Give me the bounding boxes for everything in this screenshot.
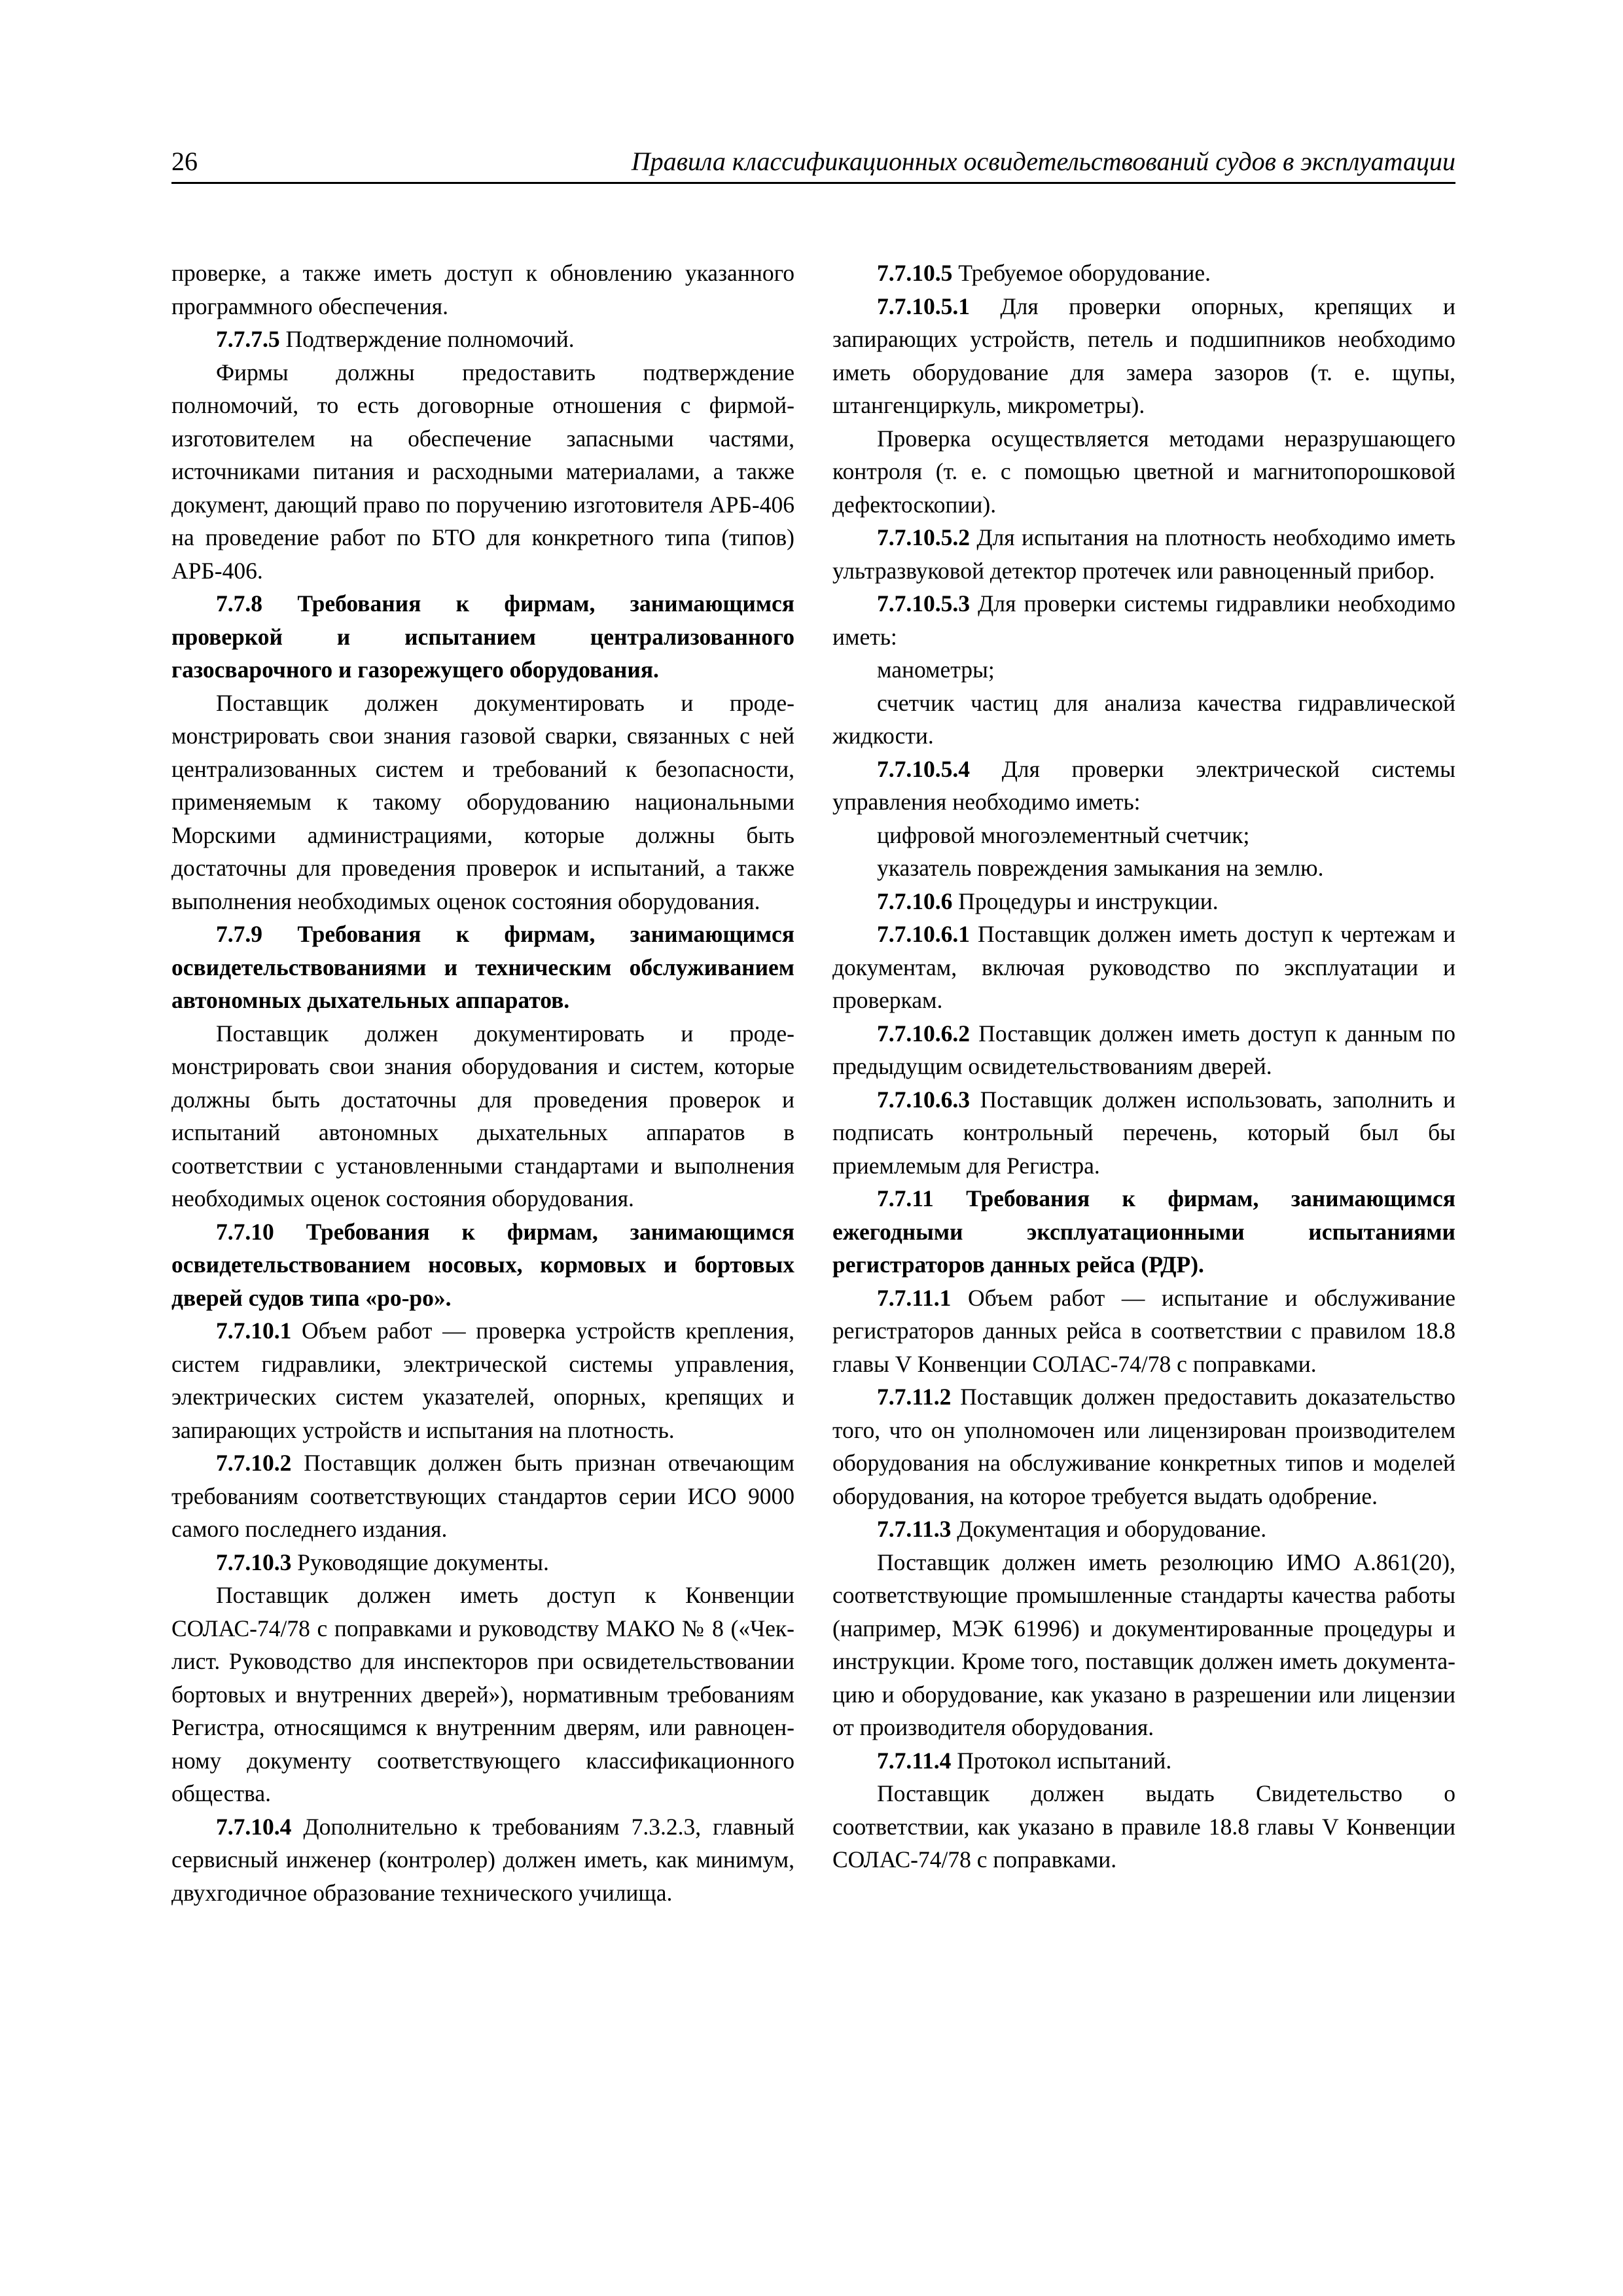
paragraph <box>832 753 1455 819</box>
paragraph <box>832 1744 1455 1778</box>
clause-text: Поставщик должен иметь доступ к данным по предыдущим освидетельствованиям дверей. <box>832 1020 1455 1079</box>
clause-text: Протокол испытаний. <box>951 1747 1172 1774</box>
clause-text: Поставщик должен использовать, заполнить и подписать контрольный перечень, который был бы приемлемым для Регистра. <box>832 1086 1455 1179</box>
clause-text: Объем работ — испытание и обслуживание регистраторов данных рейса в соответствии с правилом 18.8 главы V Конвенции СОЛАС-74/78 с поправками. <box>832 1284 1455 1377</box>
clause-number: 7.7.10.4 <box>216 1813 292 1840</box>
clause-number: 7.7.10.1 <box>216 1318 292 1344</box>
list-item: счетчик частиц для анализа качества гидравлической жидкости. <box>832 689 1455 749</box>
clause-text: Поставщик должен быть признан отвечающим требованиям соответствующих стандартов серии ИСО 9000 самого последнего издания. <box>171 1450 794 1542</box>
clause-text: Требуемое оборудование. <box>952 260 1211 286</box>
paragraph <box>832 587 1455 653</box>
paragraph <box>171 1810 794 1910</box>
clause-text: Для проверки электрической системы управления необходимо иметь: <box>832 755 1455 815</box>
paragraph: Проверка осуществляется методами неразрушающего контроля (т. е. с помощью цветной и магнитопорошковой дефектоскопии). <box>832 425 1455 518</box>
clause-number: 7.7.10.6.2 <box>877 1020 970 1047</box>
paragraph <box>171 1314 794 1446</box>
clause-number: 7.7.10.6 <box>877 888 953 914</box>
running-title: Правила классификационных освидетельствований судов в эксплуатации <box>631 147 1455 176</box>
clause-number: 7.7.11.2 <box>877 1384 952 1410</box>
clause-number: 7.7.11.1 <box>877 1284 952 1311</box>
clause-number: 7.7.10.5.3 <box>877 590 970 617</box>
section-heading: 7.7.9 Требования к фирмам, занимающимся освидетельствованиями и техническим обслуживанием автономных дыхательных аппаратов. <box>171 921 794 1013</box>
paragraph <box>171 1446 794 1546</box>
clause-text: Для проверки опорных, крепящих и запирающих устройств, петель и подшипников необходимо иметь оборудование для замера зазоров (т. е. щупы, штангенциркуль, микрометры). <box>832 293 1455 418</box>
page-header <box>171 143 1455 184</box>
paragraph: Поставщик должен иметь доступ к Конвенции СОЛАС-74/78 с поправками и руководству МАКО № 8 («Чек-лист. Руководство для инспекторов при освидетельствовании бортовых и внутренних дверей»), нормативным требованиям Регистра, относящимся к внутренним дверям, или равноценному документу соответствующего классификационного общества. <box>171 1582 794 1806</box>
clause-text: Поставщик должен предоставить доказательство того, что он уполномочен или лицензирован производителем оборудования на обслуживание конкретных типов и моделей оборудования, на которое требуется выдать одобрение. <box>832 1384 1455 1509</box>
clause-number: 7.7.10.6.1 <box>877 921 970 947</box>
paragraph: проверке, а также иметь доступ к обновлению указанного программного обеспечения. <box>171 260 794 319</box>
clause-number: 7.7.10.5.2 <box>877 524 970 550</box>
paragraph <box>832 1282 1455 1381</box>
paragraph <box>171 1546 794 1579</box>
paragraph <box>832 1380 1455 1513</box>
section-heading: 7.7.8 Требования к фирмам, занимающимся проверкой и испытанием централизованного газосварочного и газорежущего оборудования. <box>171 590 794 683</box>
clause-text: Для проверки системы гидравлики необходимо иметь: <box>832 590 1455 650</box>
clause-text: Объем работ — проверка устройств крепления, систем гидравлики, электрической системы управления, электрических систем указателей, опорных, крепящих и запирающих устройств и испытания на плотность. <box>171 1318 794 1443</box>
clause-text: Руководящие документы. <box>291 1549 549 1575</box>
clause-number: 7.7.11.4 <box>877 1747 952 1774</box>
clause-text: Документация и оборудование. <box>951 1516 1267 1542</box>
paragraph: Поставщик должен выдать Свидетельство о соответствии, как указано в правиле 18.8 главы V Конвенции СОЛАС-74/78 с поправками. <box>832 1780 1455 1873</box>
right-column <box>832 257 1455 1876</box>
page-number: 26 <box>171 147 198 176</box>
clause-number: 7.7.10.2 <box>216 1450 292 1476</box>
paragraph <box>171 323 794 356</box>
paragraph <box>832 918 1455 1017</box>
section-heading: 7.7.11 Требования к фирмам, занимающимся ежегодными эксплуатационными испытаниями регистраторов данных рейса (РДР). <box>832 1185 1455 1278</box>
paragraph: Фирмы должны предоставить подтверждение полномочий, то есть договорные отношения с фирмой-изготовителем на обеспечение запасными частями, источниками питания и расходными материалами, а также документ, дающий право по поручению изготовителя АРБ-406 на проведение работ по БТО для конкретного типа (типов) АРБ-406. <box>171 359 794 584</box>
clause-number: 7.7.7.5 <box>216 326 280 352</box>
clause-text: Подтверждение полномочий. <box>279 326 575 352</box>
clause-number: 7.7.10.3 <box>216 1549 292 1575</box>
section-heading: 7.7.10 Требования к фирмам, занимающимся освидетельствованием носовых, кормовых и бортовых дверей судов типа «ро-ро». <box>171 1218 794 1311</box>
paragraph: Поставщик должен документировать и продемонстрировать свои знания газовой сварки, связанных с ней централизованных систем и требований к безопасности, применяемым к такому оборудованию национальными Морскими администрациями, которые должны быть достаточны для проведения проверок и испытаний, а также выполнения необходимых оценок состояния оборудования. <box>171 689 794 914</box>
paragraph <box>832 1017 1455 1083</box>
paragraph <box>832 885 1455 918</box>
paragraph: Поставщик должен иметь резолюцию ИМО А.861(20), соответствующие промышленные стандарты качества работы (например, МЭК 61996) и документированные процедуры и инструкции. Кроме того, поставщик должен иметь документацию и оборудование, как указано в разрешении или лицензии от производителя оборудования. <box>832 1549 1455 1740</box>
paragraph <box>832 521 1455 587</box>
left-column <box>171 257 794 1909</box>
clause-number: 7.7.11.3 <box>877 1516 952 1542</box>
clause-number: 7.7.10.5.4 <box>877 755 970 782</box>
list-item: цифровой многоэлементный счетчик; <box>877 821 1250 848</box>
paragraph: Поставщик должен документировать и продемонстрировать свои знания оборудования и систем, которые должны быть достаточны для проведения проверок и испытаний автономных дыхательных аппаратов в соответствии с установленными стандартами и выполнения необходимых оценок состояния оборудования. <box>171 1020 794 1211</box>
clause-text: Для испытания на плотность необходимо иметь ультразвуковой детектор протечек или равноценный прибор. <box>832 524 1455 584</box>
paragraph <box>832 257 1455 290</box>
list-item: манометры; <box>877 656 995 683</box>
paragraph <box>832 1083 1455 1183</box>
clause-text: Поставщик должен иметь доступ к чертежам и документам, включая руководство по эксплуатации и проверкам. <box>832 921 1455 1013</box>
clause-text: Процедуры и инструкции. <box>952 888 1219 914</box>
paragraph <box>832 1513 1455 1546</box>
clause-number: 7.7.10.5.1 <box>877 293 970 319</box>
clause-number: 7.7.10.6.3 <box>877 1086 970 1113</box>
list-item: указатель повреждения замыкания на землю. <box>877 855 1324 881</box>
clause-number: 7.7.10.5 <box>877 260 953 286</box>
clause-text: Дополнительно к требованиям 7.3.2.3, главный сервисный инженер (контролер) должен иметь, как минимум, двухгодичное образование технического училища. <box>171 1813 794 1906</box>
paragraph <box>832 290 1455 422</box>
